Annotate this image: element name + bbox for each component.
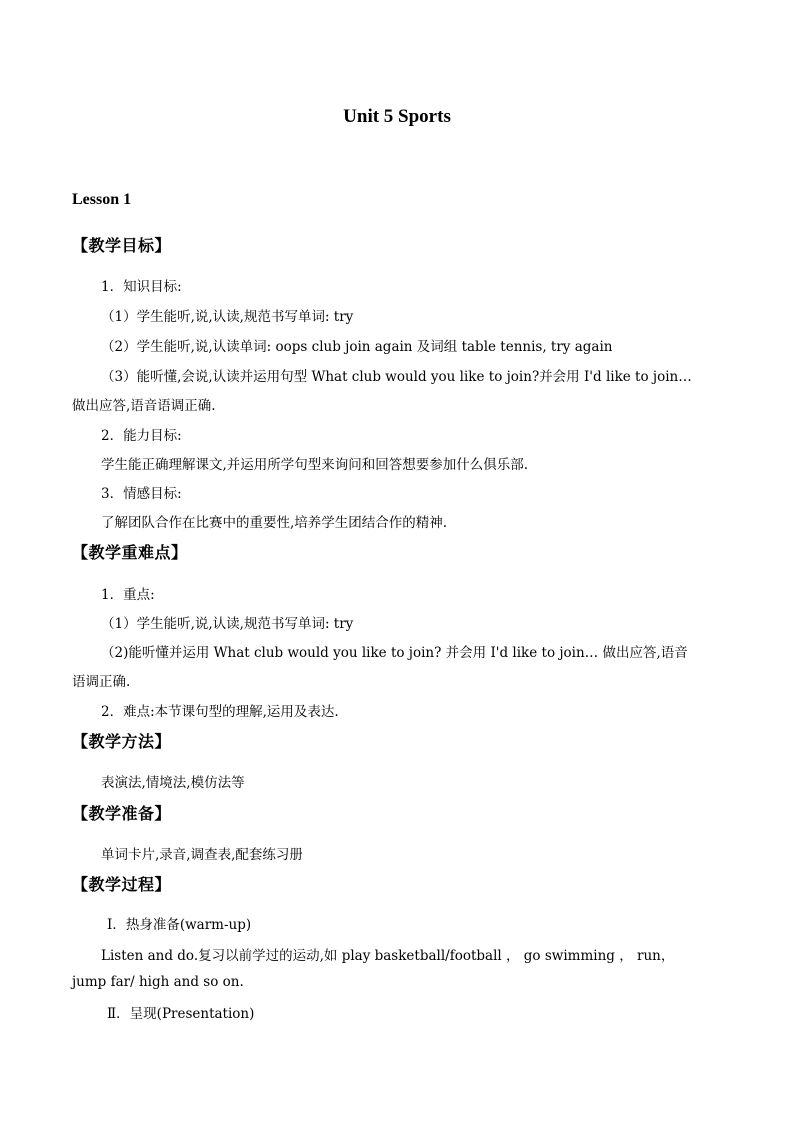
section-header-goals: 【教学目标】	[72, 236, 172, 255]
key-point-subitem: （1）学生能听,说,认读,规范书写单词: try	[101, 616, 354, 632]
section-header-prep: 【教学准备】	[72, 804, 172, 823]
goal-subitem-continued: 做出应答,语音语调正确.	[72, 398, 216, 414]
key-point-item: 1．重点:	[101, 587, 155, 603]
goal-detail: 学生能正确理解课文,并运用所学句型来询问和回答想要参加什么俱乐部.	[101, 457, 529, 473]
goal-subitem: （3）能听懂,会说,认读并运用句型 What club would you like to join?并会用 I'd like to join…	[101, 369, 692, 385]
key-point-subitem-continued: 语调正确.	[72, 674, 131, 690]
methods-text: 表演法,情境法,模仿法等	[101, 775, 245, 791]
process-step-detail-continued: jump far/ high and so on.	[72, 974, 244, 990]
goal-detail: 了解团队合作在比赛中的重要性,培养学生团结合作的精神.	[101, 515, 448, 531]
goal-item-knowledge: 1．知识目标:	[101, 279, 182, 295]
lesson-heading: Lesson 1	[72, 191, 132, 208]
section-header-process: 【教学过程】	[72, 875, 172, 894]
key-point-subitem: （2)能听懂并运用 What club would you like to join? 并会用 I'd like to join… 做出应答,语音	[101, 645, 688, 661]
process-step-detail: Listen and do.复习以前学过的运动,如 play basketball/football ， go swimming ， run，	[101, 948, 675, 964]
goal-item-ability: 2．能力目标:	[101, 428, 182, 444]
goal-subitem: （1）学生能听,说,认读,规范书写单词: try	[101, 309, 354, 325]
difficult-point-item: 2．难点:本节课句型的理解,运用及表达.	[101, 704, 339, 720]
goal-subitem: （2）学生能听,说,认读单词: oops club join again 及词组 table tennis, try again	[101, 339, 613, 355]
prep-text: 单词卡片,录音,调查表,配套练习册	[101, 847, 303, 863]
process-step-warmup: Ⅰ．热身准备(warm-up)	[107, 917, 252, 933]
goal-item-emotion: 3．情感目标:	[101, 486, 182, 502]
section-header-methods: 【教学方法】	[72, 732, 172, 751]
process-step-presentation: Ⅱ．呈现(Presentation)	[107, 1006, 255, 1022]
document-title: Unit 5 Sports	[343, 106, 451, 127]
section-header-key-points: 【教学重难点】	[72, 543, 188, 562]
